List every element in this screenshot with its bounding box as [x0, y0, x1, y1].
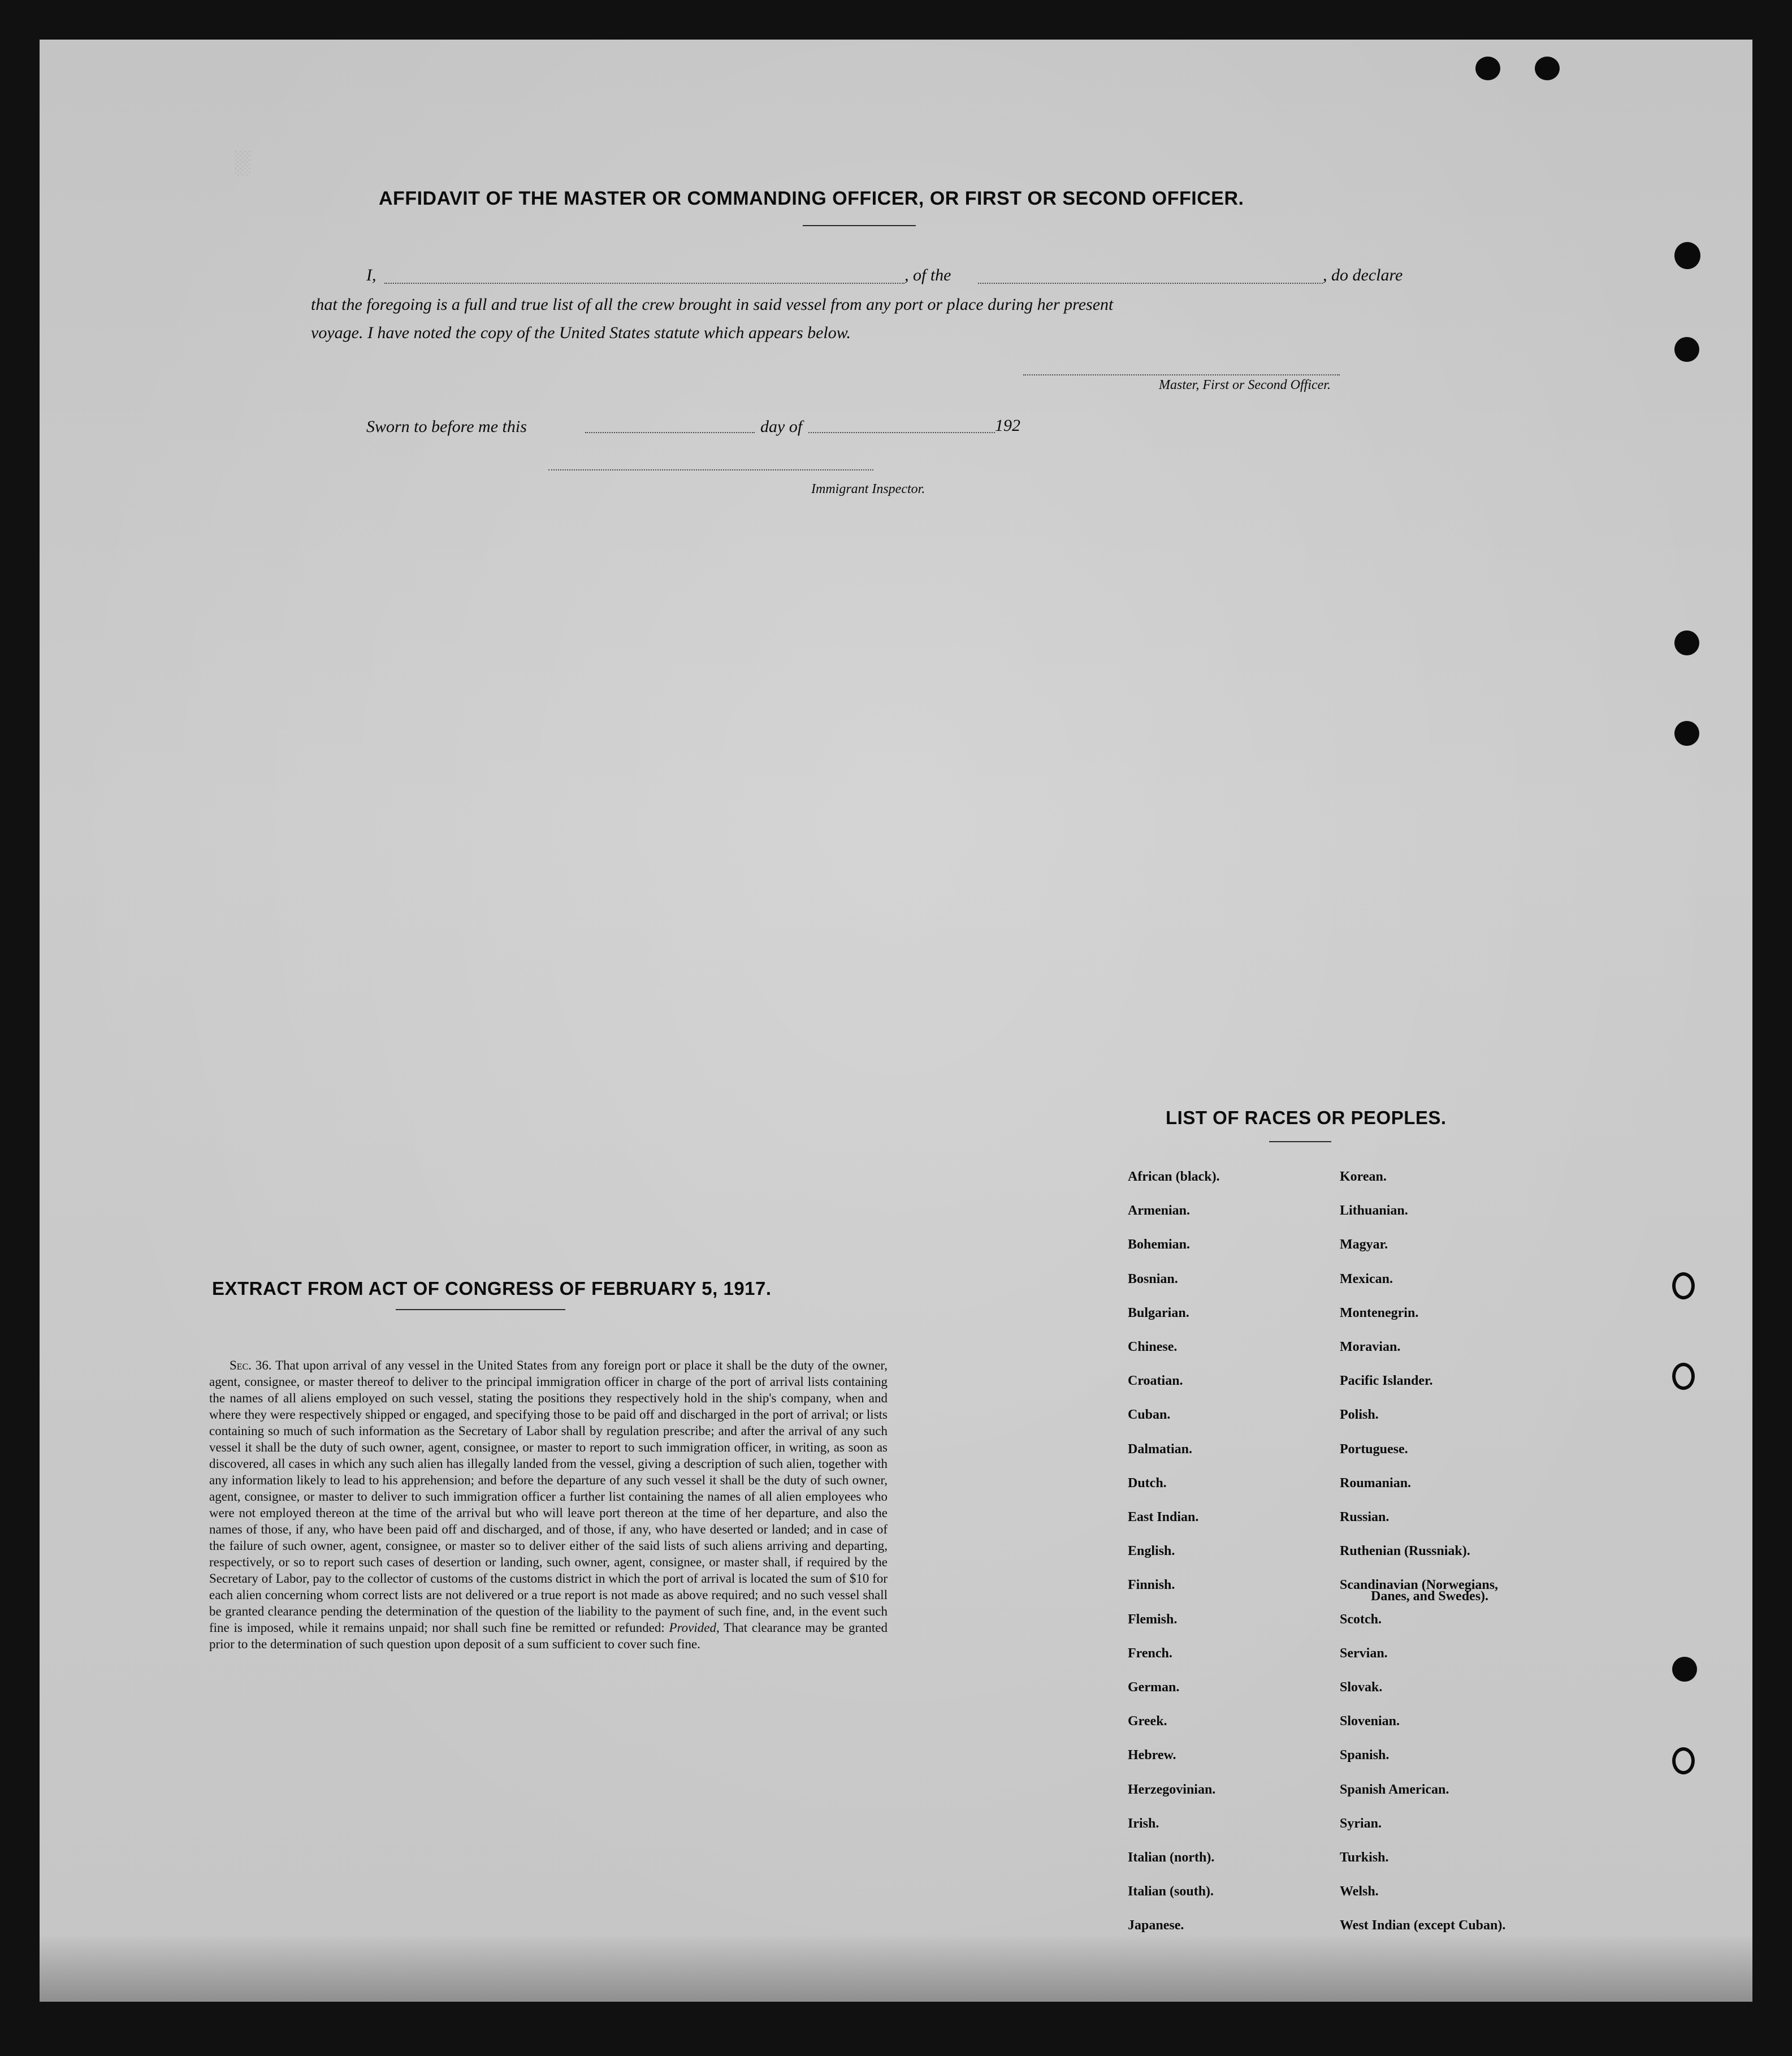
race-left-2: Armenian.: [1128, 1203, 1190, 1218]
race-right-19: Spanish American.: [1340, 1782, 1449, 1797]
race-right-9: Portuguese.: [1340, 1442, 1408, 1457]
race-right-14: Scotch.: [1340, 1612, 1382, 1627]
race-right-10: Roumanian.: [1340, 1476, 1412, 1491]
race-left-17: Greek.: [1128, 1714, 1167, 1729]
section-label: Sec. 36.: [230, 1358, 272, 1372]
punch-hole-top-1: [1475, 57, 1500, 80]
affidavit-declare: , do declare: [1323, 266, 1403, 284]
race-left-18: Hebrew.: [1128, 1748, 1176, 1763]
inspector-signature-line[interactable]: [548, 469, 873, 470]
race-right-scandinavian-cont: Danes, and Swedes).: [1371, 1589, 1489, 1604]
race-left-16: German.: [1128, 1680, 1180, 1695]
race-right-2: Lithuanian.: [1340, 1203, 1408, 1218]
race-left-23: Japanese.: [1128, 1918, 1184, 1933]
race-right-12: Ruthenian (Russniak).: [1340, 1544, 1470, 1558]
race-left-11: East Indian.: [1128, 1510, 1199, 1524]
race-right-16: Slovak.: [1340, 1680, 1383, 1695]
race-right-21: Turkish.: [1340, 1850, 1389, 1865]
punch-hole-side-6: [1672, 1363, 1695, 1390]
affidavit-vessel-blank[interactable]: [978, 283, 1323, 284]
affidavit-line-2: that the foregoing is a full and true list of all the crew brought in said vessel from any port or place during her present: [311, 295, 1114, 314]
race-right-20: Syrian.: [1340, 1816, 1382, 1831]
torn-bottom-edge: [40, 1934, 1752, 2002]
race-right-18: Spanish.: [1340, 1748, 1390, 1763]
punch-hole-side-1: [1674, 242, 1700, 269]
inspector-caption: Immigrant Inspector.: [811, 482, 925, 496]
sworn-date-blank[interactable]: [585, 432, 755, 433]
sworn-month-blank[interactable]: [808, 432, 995, 433]
document-page: [40, 40, 1752, 2002]
provided-tail: That clearance may be granted prior to the determination of such question upon deposit of a sum sufficient to cover such fine.: [209, 1621, 888, 1651]
provided-word: Provided,: [669, 1621, 720, 1635]
race-right-6: Moravian.: [1340, 1340, 1401, 1354]
race-right-23: West Indian (except Cuban).: [1340, 1918, 1506, 1933]
extract-title-underline: [396, 1309, 565, 1310]
punch-hole-top-2: [1535, 57, 1560, 80]
race-left-5: Bulgarian.: [1128, 1306, 1189, 1320]
race-left-13: Finnish.: [1128, 1578, 1175, 1592]
race-right-13: Scandinavian (Norwegians,: [1340, 1578, 1499, 1592]
master-signature-line[interactable]: [1023, 374, 1340, 375]
extract-title: EXTRACT FROM ACT OF CONGRESS OF FEBRUARY 5, 1917.: [212, 1278, 772, 1299]
race-left-19: Herzegovinian.: [1128, 1782, 1216, 1797]
race-left-1: African (black).: [1128, 1169, 1220, 1184]
extract-body: [209, 1357, 888, 1652]
affidavit-line-3: voyage. I have noted the copy of the United States statute which appears below.: [311, 323, 851, 342]
races-title-underline: [1269, 1141, 1331, 1142]
race-right-15: Servian.: [1340, 1646, 1388, 1661]
race-right-7: Pacific Islander.: [1340, 1373, 1433, 1388]
race-left-6: Chinese.: [1128, 1340, 1178, 1354]
bleed-through-header: ░: [232, 150, 252, 175]
sworn-day-of: day of: [760, 417, 803, 436]
race-left-15: French.: [1128, 1646, 1172, 1661]
sworn-year: 192: [995, 416, 1020, 435]
race-right-1: Korean.: [1340, 1169, 1387, 1184]
race-left-22: Italian (south).: [1128, 1884, 1214, 1899]
punch-hole-side-5: [1672, 1272, 1695, 1299]
race-right-17: Slovenian.: [1340, 1714, 1400, 1729]
race-left-21: Italian (north).: [1128, 1850, 1215, 1865]
affidavit-title: AFFIDAVIT OF THE MASTER OR COMMANDING OFFICER, OR FIRST OR SECOND OFFICER.: [379, 188, 1244, 209]
affidavit-i: I,: [366, 266, 376, 284]
race-right-22: Welsh.: [1340, 1884, 1379, 1899]
race-right-5: Montenegrin.: [1340, 1306, 1419, 1320]
punch-hole-side-4: [1674, 721, 1699, 746]
affidavit-name-blank[interactable]: [384, 283, 904, 284]
punch-hole-side-8: [1672, 1747, 1695, 1774]
punch-hole-side-3: [1674, 630, 1699, 655]
race-left-4: Bosnian.: [1128, 1272, 1178, 1286]
race-right-11: Russian.: [1340, 1510, 1390, 1524]
race-left-9: Dalmatian.: [1128, 1442, 1192, 1457]
race-left-14: Flemish.: [1128, 1612, 1178, 1627]
race-left-7: Croatian.: [1128, 1373, 1183, 1388]
affidavit-of-the: , of the: [904, 266, 951, 284]
master-signature-caption: Master, First or Second Officer.: [1159, 378, 1331, 392]
race-right-4: Mexican.: [1340, 1272, 1393, 1286]
race-left-8: Cuban.: [1128, 1407, 1171, 1422]
punch-hole-side-7: [1672, 1657, 1697, 1682]
race-right-8: Polish.: [1340, 1407, 1379, 1422]
race-left-20: Irish.: [1128, 1816, 1159, 1831]
affidavit-title-underline: [803, 225, 916, 226]
punch-hole-side-2: [1674, 337, 1699, 362]
race-left-10: Dutch.: [1128, 1476, 1167, 1491]
race-right-3: Magyar.: [1340, 1237, 1388, 1252]
race-left-12: English.: [1128, 1544, 1175, 1558]
sworn-prefix: Sworn to before me this: [366, 417, 527, 436]
race-left-3: Bohemian.: [1128, 1237, 1191, 1252]
section-text: That upon arrival of any vessel in the United States from any foreign port or place it shall be the duty of the owner, agent, consignee, or master thereof to deliver to the principal immigration officer in charge of the port of arrival lists containing the names of all aliens employed on such vessel, stating the positions they respectively hold in the ship's company, when and where they were respectively shipped or engaged, and specifying those to be paid off and discharged in the port of arrival; or lists containing so much of such information as the Secretary of Labor shall by regulation prescribe; and after the arrival of any such vessel it shall be the duty of such owner, agent, consignee, or master to report to such immigration officer, in writing, as soon as discovered, all cases in which any such alien has illegally landed from the vessel, giving a description of such alien, together with any information likely to lead to his apprehension; and before the departure of any such vessel it shall be the duty of such owner, agent, consignee, or master to deliver to such immigration officer a further list containing the names of all alien employees who were not employed thereon at the time of the arrival but who will leave port thereon at the time of her departure, and also the names of those, if any, who have been paid off and discharged, and of those, if any, who have deserted or landed; and in case of the failure of such owner, agent, consignee, or master so to deliver either of the said lists of such aliens arriving and departing, respectively, or so to report such cases of desertion or landing, such owner, agent, consignee, or master shall, if required by the Secretary of Labor, pay to the collector of customs of the customs district in which the port of arrival is located the sum of $10 for each alien concerning whom correct lists are not delivered or a true report is not made as above required; and no such vessel shall be granted clearance pending the determination of the question of the liability to the payment of such fine, and, in the event such fine is imposed, while it remains unpaid; nor shall such fine be remitted or refunded:: [209, 1358, 888, 1635]
races-title: LIST OF RACES OR PEOPLES.: [1166, 1107, 1447, 1128]
